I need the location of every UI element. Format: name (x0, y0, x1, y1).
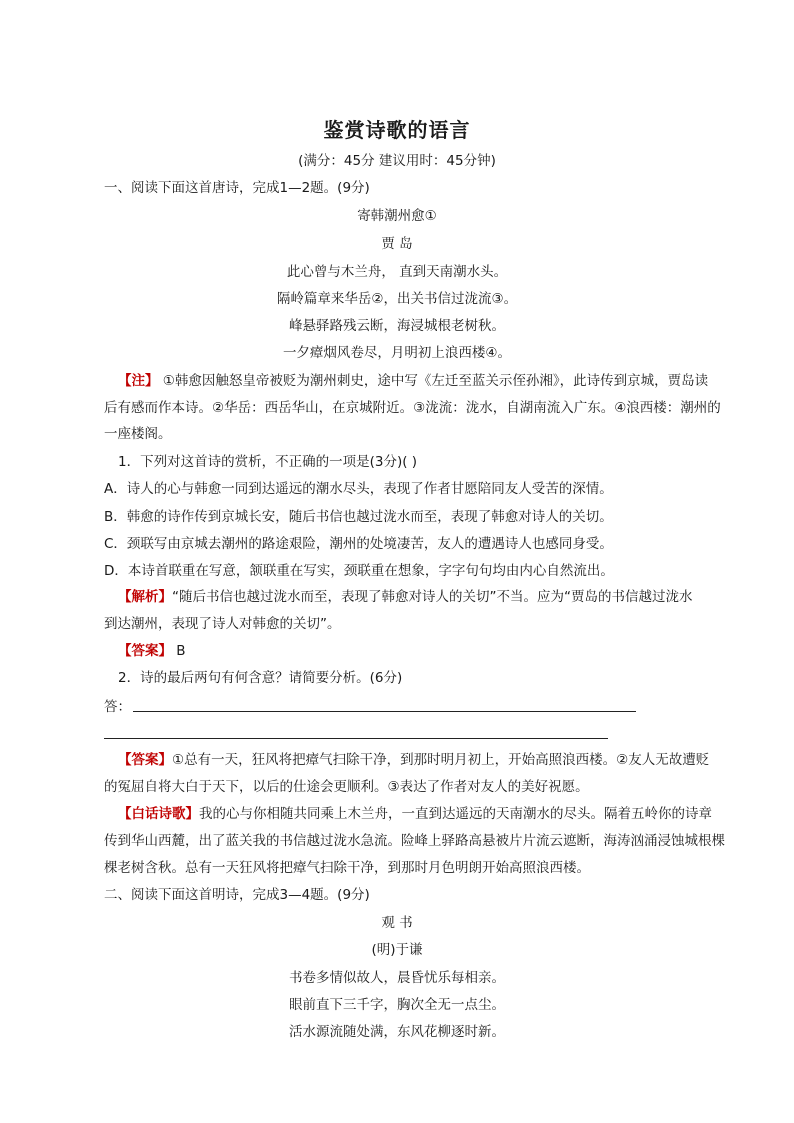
question-1-option-c: C．颈联写由京城去潮州的路途艰险，潮州的处境凄苦，友人的遭遇诗人也感同身受。 (104, 536, 613, 552)
vernacular-text: 我的心与你相随共同乘上木兰舟，一直到达遥远的天南潮水的尽头。隔着五岭你的诗章 (199, 806, 712, 822)
section1-heading: 一、阅读下面这首唐诗，完成1—2题。(9分) (104, 180, 370, 196)
question-2-stem: 2．诗的最后两句有何含意？请简要分析。(6分) (118, 670, 403, 686)
poem1-line: 一夕瘴烟风卷尽，月明初上浪西楼④。 (282, 345, 512, 361)
page-subtitle: (满分：45分 建议用时：45分钟) (298, 153, 496, 169)
note-text: 一座楼阁。 (104, 426, 172, 442)
answer-blank-line[interactable] (133, 711, 636, 712)
answer-tag: 【答案】 (118, 643, 172, 659)
poem1-line: 峰悬驿路残云断，海浸城根老树秋。 (289, 318, 505, 334)
analysis-text: “随后书信也越过泷水而至，表现了韩愈对诗人的关切”不当。应为“贾岛的书信越过泷水 (172, 589, 693, 605)
section2-heading: 二、阅读下面这首明诗，完成3—4题。(9分) (104, 887, 370, 903)
answer-tag: 【答案】 (118, 752, 172, 768)
note-text: 后有感而作本诗。②华岳：西岳华山，在京城附近。③泷流：泷水，自湖南流入广东。④浪西楼：潮州的 (104, 400, 721, 416)
vernacular-tag: 【白话诗歌】 (118, 806, 199, 822)
note-paragraph (118, 371, 708, 391)
answer-text: 的冤屈自将大白于天下，以后的仕途会更顺利。③表达了作者对友人的美好祝愿。 (104, 779, 589, 795)
page-title: 鉴赏诗歌的语言 (323, 118, 471, 142)
analysis-text: 到达潮州，表现了诗人对韩愈的关切”。 (104, 616, 341, 632)
vernacular-text: 棵老树含秋。总有一天狂风将把瘴气扫除干净，到那时月色明朗开始高照浪西楼。 (104, 860, 590, 876)
poem2-author: (明)于谦 (371, 942, 423, 958)
question-1-answer (118, 641, 186, 661)
poem2-line: 书卷多情似故人，晨昏忧乐每相亲。 (289, 970, 505, 986)
answer-prompt: 答： (104, 699, 131, 715)
analysis-tag: 【解析】 (118, 589, 172, 605)
poem2-line: 眼前直下三千字，胸次全无一点尘。 (289, 997, 505, 1013)
poem2-title: 观 书 (381, 915, 413, 931)
poem1-author: 贾 岛 (381, 236, 413, 252)
question-1-stem: 1．下列对这首诗的赏析，不正确的一项是(3分)( ) (118, 454, 418, 470)
question-2-answer (118, 750, 709, 770)
question-1-option-a: A．诗人的心与韩愈一同到达遥远的潮水尽头，表现了作者甘愿陪同友人受苦的深情。 (104, 481, 613, 497)
vernacular-paragraph (118, 804, 712, 824)
poem1-line: 此心曾与木兰舟， 直到天南潮水头。 (286, 264, 508, 280)
poem1-line: 隔岭篇章来华岳②，出关书信过泷流③。 (276, 291, 518, 307)
answer-blank-line[interactable] (104, 738, 608, 739)
answer-text: ①总有一天，狂风将把瘴气扫除干净，到那时明月初上，开始高照浪西楼。②友人无故遭贬 (172, 752, 710, 768)
question-1-option-b: B．韩愈的诗作传到京城长安，随后书信也越过泷水而至，表现了韩愈对诗人的关切。 (104, 509, 613, 525)
poem2-line: 活水源流随处满，东风花柳逐时新。 (289, 1024, 505, 1040)
poem1-title: 寄韩潮州愈① (357, 208, 437, 224)
note-tag: 【注】 (118, 373, 159, 389)
question-1-analysis (118, 587, 692, 607)
question-1-option-d: D．本诗首联重在写意，颔联重在写实，颈联重在想象，字字句句均由内心自然流出。 (104, 563, 614, 579)
note-text: ①韩愈因触怒皇帝被贬为潮州刺史，途中写《左迁至蓝关示侄孙湘》，此诗传到京城，贾岛读 (158, 373, 709, 389)
vernacular-text: 传到华山西麓，出了蓝关我的书信越过泷水急流。险峰上驿路高悬被片片流云遮断，海涛汹涌浸蚀城根棵 (104, 833, 725, 849)
answer-text: B (172, 643, 186, 659)
